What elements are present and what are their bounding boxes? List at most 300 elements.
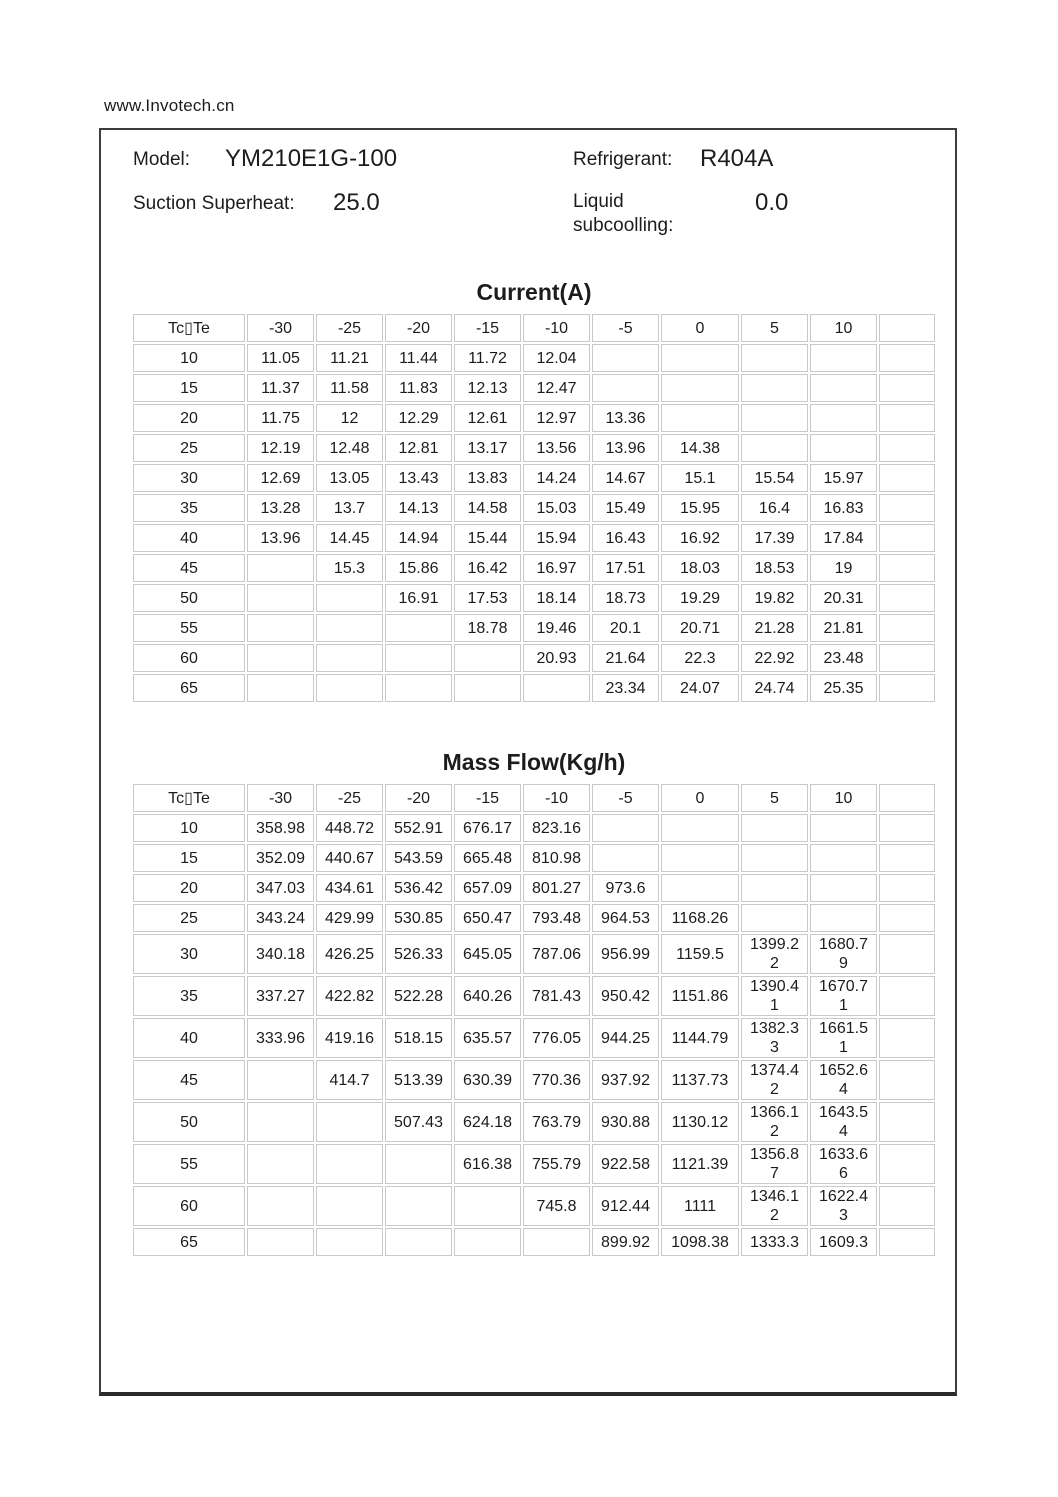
table-cell	[879, 464, 935, 492]
column-header: -25	[316, 314, 383, 342]
row-header: 40	[133, 1018, 245, 1058]
table-cell	[661, 844, 739, 872]
table-cell: 657.09	[454, 874, 521, 902]
table-cell: 12.69	[247, 464, 314, 492]
table-cell: 17.84	[810, 524, 877, 552]
table-cell	[810, 404, 877, 432]
table-cell: 1098.38	[661, 1228, 739, 1256]
table-cell	[810, 344, 877, 372]
column-header: 5	[741, 784, 808, 812]
column-header: -5	[592, 784, 659, 812]
table-row	[133, 1144, 935, 1184]
table-cell: 23.48	[810, 644, 877, 672]
table-cell: 14.13	[385, 494, 452, 522]
mass-flow-table-title: Mass Flow(Kg/h)	[442, 749, 626, 775]
table-cell: 12.48	[316, 434, 383, 462]
refrigerant-label: Refrigerant:	[573, 149, 673, 170]
table-cell: 793.48	[523, 904, 590, 932]
table-cell: 507.43	[385, 1102, 452, 1142]
table-row	[133, 934, 935, 974]
table-cell	[661, 344, 739, 372]
table-cell	[879, 976, 935, 1016]
table-cell	[523, 674, 590, 702]
table-cell	[879, 1060, 935, 1100]
table-cell: 616.38	[454, 1144, 521, 1184]
model-label: Model:	[133, 149, 191, 170]
table-cell: 1622.43	[810, 1186, 877, 1226]
table-cell: 340.18	[247, 934, 314, 974]
column-header: -20	[385, 314, 452, 342]
table-cell	[454, 1186, 521, 1226]
table-cell: 13.7	[316, 494, 383, 522]
table-row	[133, 464, 935, 492]
table-cell: 19.29	[661, 584, 739, 612]
table-cell	[879, 644, 935, 672]
table-cell	[810, 814, 877, 842]
table-cell: 1390.41	[741, 976, 808, 1016]
mass-flow-block	[131, 748, 937, 1258]
column-header: -30	[247, 314, 314, 342]
table-cell: 1382.33	[741, 1018, 808, 1058]
table-cell: 15.95	[661, 494, 739, 522]
row-header: 35	[133, 976, 245, 1016]
table-cell: 13.96	[592, 434, 659, 462]
table-row	[133, 344, 935, 372]
table-cell	[741, 344, 808, 372]
table-cell: 11.72	[454, 344, 521, 372]
table-cell: 14.94	[385, 524, 452, 552]
table-cell: 801.27	[523, 874, 590, 902]
table-cell	[741, 404, 808, 432]
suction-superheat-value: 25.0	[333, 189, 380, 216]
table-cell	[879, 1144, 935, 1184]
table-cell	[879, 554, 935, 582]
table-row	[133, 1186, 935, 1226]
table-cell: 15.49	[592, 494, 659, 522]
table-cell: 337.27	[247, 976, 314, 1016]
table-cell	[879, 814, 935, 842]
table-cell: 24.07	[661, 674, 739, 702]
table-cell	[247, 1102, 314, 1142]
table-cell: 448.72	[316, 814, 383, 842]
table-cell: 1652.64	[810, 1060, 877, 1100]
table-cell: 15.86	[385, 554, 452, 582]
table-cell: 18.53	[741, 554, 808, 582]
table-cell: 13.43	[385, 464, 452, 492]
table-cell: 21.81	[810, 614, 877, 642]
table-cell: 14.67	[592, 464, 659, 492]
table-cell: 12.19	[247, 434, 314, 462]
column-header: -15	[454, 314, 521, 342]
table-cell: 14.38	[661, 434, 739, 462]
column-header: -10	[523, 784, 590, 812]
table-cell: 552.91	[385, 814, 452, 842]
row-header: 40	[133, 524, 245, 552]
table-cell: 1374.42	[741, 1060, 808, 1100]
table-row	[133, 976, 935, 1016]
table-cell: 22.92	[741, 644, 808, 672]
table-cell: 11.83	[385, 374, 452, 402]
table-row	[133, 434, 935, 462]
table-cell	[661, 374, 739, 402]
table-cell: 1151.86	[661, 976, 739, 1016]
table-cell	[810, 844, 877, 872]
table-cell: 11.58	[316, 374, 383, 402]
row-header: 25	[133, 904, 245, 932]
table-cell	[879, 934, 935, 974]
table-cell: 11.05	[247, 344, 314, 372]
table-row	[133, 844, 935, 872]
table-cell: 347.03	[247, 874, 314, 902]
column-header: -10	[523, 314, 590, 342]
table-cell	[879, 1186, 935, 1226]
table-cell	[810, 434, 877, 462]
table-cell: 1399.22	[741, 934, 808, 974]
table-cell: 1130.12	[661, 1102, 739, 1142]
table-cell: 899.92	[592, 1228, 659, 1256]
table-cell: 13.36	[592, 404, 659, 432]
table-cell: 745.8	[523, 1186, 590, 1226]
row-header: 50	[133, 584, 245, 612]
table-cell	[741, 874, 808, 902]
table-cell	[316, 1228, 383, 1256]
header-row	[133, 314, 935, 342]
table-cell	[454, 1228, 521, 1256]
table-cell: 13.17	[454, 434, 521, 462]
table-cell: 22.3	[661, 644, 739, 672]
table-cell: 15.94	[523, 524, 590, 552]
table-cell: 513.39	[385, 1060, 452, 1100]
table-cell: 358.98	[247, 814, 314, 842]
table-cell: 518.15	[385, 1018, 452, 1058]
table-cell	[879, 1228, 935, 1256]
liquid-subcooling-label: Liquid subcoolling:	[573, 191, 674, 236]
table-cell: 1346.12	[741, 1186, 808, 1226]
table-row	[133, 904, 935, 932]
table-cell: 429.99	[316, 904, 383, 932]
corner-header: Tc▯Te	[133, 784, 245, 812]
table-cell: 763.79	[523, 1102, 590, 1142]
table-cell	[810, 874, 877, 902]
table-row	[133, 1228, 935, 1256]
table-cell: 930.88	[592, 1102, 659, 1142]
table-cell: 23.34	[592, 674, 659, 702]
table-row	[133, 874, 935, 902]
table-cell: 665.48	[454, 844, 521, 872]
table-row	[133, 1018, 935, 1058]
table-cell: 21.64	[592, 644, 659, 672]
table-cell: 810.98	[523, 844, 590, 872]
table-cell: 14.58	[454, 494, 521, 522]
table-cell: 15.3	[316, 554, 383, 582]
row-header: 15	[133, 844, 245, 872]
table-cell: 1144.79	[661, 1018, 739, 1058]
table-cell: 922.58	[592, 1144, 659, 1184]
row-header: 45	[133, 554, 245, 582]
row-header: 55	[133, 1144, 245, 1184]
table-cell	[592, 814, 659, 842]
table-cell: 12.29	[385, 404, 452, 432]
table-cell: 11.37	[247, 374, 314, 402]
table-cell: 352.09	[247, 844, 314, 872]
mass-flow-table	[131, 782, 937, 1258]
table-cell	[741, 904, 808, 932]
table-cell	[316, 584, 383, 612]
table-cell: 13.05	[316, 464, 383, 492]
liquid-subcooling-value: 0.0	[755, 189, 789, 216]
table-cell	[385, 674, 452, 702]
table-cell: 1633.66	[810, 1144, 877, 1184]
table-cell: 20.1	[592, 614, 659, 642]
table-row	[133, 524, 935, 552]
table-cell	[454, 644, 521, 672]
table-cell: 21.28	[741, 614, 808, 642]
table-cell: 13.28	[247, 494, 314, 522]
table-cell: 635.57	[454, 1018, 521, 1058]
table-cell: 956.99	[592, 934, 659, 974]
table-cell	[879, 374, 935, 402]
table-cell: 16.83	[810, 494, 877, 522]
table-cell: 1680.79	[810, 934, 877, 974]
column-header: 0	[661, 314, 739, 342]
refrigerant-value: R404A	[700, 145, 774, 172]
table-cell: 11.21	[316, 344, 383, 372]
table-cell: 543.59	[385, 844, 452, 872]
corner-header: Tc▯Te	[133, 314, 245, 342]
table-cell	[385, 1186, 452, 1226]
table-cell	[454, 674, 521, 702]
table-cell: 15.1	[661, 464, 739, 492]
row-header: 10	[133, 344, 245, 372]
row-header: 60	[133, 644, 245, 672]
table-cell	[592, 344, 659, 372]
table-cell	[741, 844, 808, 872]
table-cell: 823.16	[523, 814, 590, 842]
table-row	[133, 614, 935, 642]
table-cell	[247, 1186, 314, 1226]
table-cell	[879, 344, 935, 372]
table-cell: 624.18	[454, 1102, 521, 1142]
table-cell: 16.97	[523, 554, 590, 582]
row-header: 45	[133, 1060, 245, 1100]
table-cell: 343.24	[247, 904, 314, 932]
table-cell: 17.39	[741, 524, 808, 552]
table-row	[133, 644, 935, 672]
column-header	[879, 314, 935, 342]
table-cell: 650.47	[454, 904, 521, 932]
table-cell: 950.42	[592, 976, 659, 1016]
table-cell: 1111	[661, 1186, 739, 1226]
column-header: 5	[741, 314, 808, 342]
table-cell	[879, 434, 935, 462]
table-cell: 422.82	[316, 976, 383, 1016]
row-header: 65	[133, 674, 245, 702]
table-cell: 12	[316, 404, 383, 432]
table-cell	[879, 874, 935, 902]
table-cell	[879, 904, 935, 932]
table-cell: 12.47	[523, 374, 590, 402]
table-row	[133, 584, 935, 612]
table-cell: 18.78	[454, 614, 521, 642]
table-cell	[385, 1228, 452, 1256]
row-header: 60	[133, 1186, 245, 1226]
suction-superheat-label: Suction Superheat:	[133, 193, 295, 214]
column-header: -30	[247, 784, 314, 812]
table-cell: 16.92	[661, 524, 739, 552]
table-cell: 776.05	[523, 1018, 590, 1058]
row-header: 15	[133, 374, 245, 402]
table-cell	[247, 1144, 314, 1184]
column-header: 0	[661, 784, 739, 812]
table-cell: 13.56	[523, 434, 590, 462]
column-header: -5	[592, 314, 659, 342]
table-cell: 15.44	[454, 524, 521, 552]
table-cell: 1168.26	[661, 904, 739, 932]
table-cell	[879, 494, 935, 522]
current-table	[131, 312, 937, 704]
table-cell	[592, 374, 659, 402]
model-value: YM210E1G-100	[225, 145, 398, 172]
table-cell: 20.93	[523, 644, 590, 672]
table-row	[133, 1102, 935, 1142]
table-cell: 11.75	[247, 404, 314, 432]
site-url: www.Invotech.cn	[104, 96, 235, 115]
table-cell	[247, 1228, 314, 1256]
table-cell	[247, 584, 314, 612]
table-cell: 12.13	[454, 374, 521, 402]
table-cell: 17.53	[454, 584, 521, 612]
table-cell: 522.28	[385, 976, 452, 1016]
table-cell: 1661.51	[810, 1018, 877, 1058]
table-cell: 25.35	[810, 674, 877, 702]
table-cell	[385, 644, 452, 672]
column-header: -15	[454, 784, 521, 812]
table-cell	[879, 614, 935, 642]
table-cell: 630.39	[454, 1060, 521, 1100]
table-row	[133, 1060, 935, 1100]
table-cell	[316, 1186, 383, 1226]
header-row	[133, 784, 935, 812]
row-header: 30	[133, 934, 245, 974]
table-row	[133, 494, 935, 522]
table-cell: 419.16	[316, 1018, 383, 1058]
table-cell: 19.82	[741, 584, 808, 612]
table-cell	[247, 1060, 314, 1100]
table-row	[133, 404, 935, 432]
table-cell	[661, 404, 739, 432]
column-header: -25	[316, 784, 383, 812]
table-cell	[661, 874, 739, 902]
table-row	[133, 814, 935, 842]
table-cell: 964.53	[592, 904, 659, 932]
table-cell: 1670.71	[810, 976, 877, 1016]
table-cell: 530.85	[385, 904, 452, 932]
table-cell: 20.31	[810, 584, 877, 612]
table-cell: 645.05	[454, 934, 521, 974]
row-header: 20	[133, 404, 245, 432]
table-cell	[385, 1144, 452, 1184]
table-cell	[879, 844, 935, 872]
table-cell: 414.7	[316, 1060, 383, 1100]
tables-area	[131, 278, 937, 1258]
table-cell: 1121.39	[661, 1144, 739, 1184]
table-cell	[316, 644, 383, 672]
row-header: 55	[133, 614, 245, 642]
table-cell	[247, 614, 314, 642]
table-cell: 20.71	[661, 614, 739, 642]
table-row	[133, 554, 935, 582]
table-cell	[247, 644, 314, 672]
table-cell: 16.43	[592, 524, 659, 552]
column-header: 10	[810, 314, 877, 342]
table-cell: 16.91	[385, 584, 452, 612]
table-cell: 1366.12	[741, 1102, 808, 1142]
table-cell: 12.97	[523, 404, 590, 432]
table-cell	[810, 904, 877, 932]
table-cell	[741, 814, 808, 842]
table-cell	[247, 674, 314, 702]
table-cell	[247, 554, 314, 582]
table-cell: 17.51	[592, 554, 659, 582]
datasheet-frame	[99, 128, 957, 1396]
table-row	[133, 674, 935, 702]
table-cell: 526.33	[385, 934, 452, 974]
table-cell: 14.45	[316, 524, 383, 552]
table-cell: 24.74	[741, 674, 808, 702]
row-header: 30	[133, 464, 245, 492]
table-cell: 536.42	[385, 874, 452, 902]
table-cell: 1137.73	[661, 1060, 739, 1100]
table-cell: 787.06	[523, 934, 590, 974]
table-cell: 13.83	[454, 464, 521, 492]
table-cell: 434.61	[316, 874, 383, 902]
table-cell	[316, 674, 383, 702]
table-cell: 912.44	[592, 1186, 659, 1226]
table-cell	[661, 814, 739, 842]
row-header: 65	[133, 1228, 245, 1256]
table-cell: 18.03	[661, 554, 739, 582]
table-cell: 18.14	[523, 584, 590, 612]
table-row	[133, 374, 935, 402]
table-cell: 770.36	[523, 1060, 590, 1100]
table-cell	[810, 374, 877, 402]
table-cell: 781.43	[523, 976, 590, 1016]
table-cell: 1333.3	[741, 1228, 808, 1256]
table-cell: 1643.54	[810, 1102, 877, 1142]
table-cell	[741, 374, 808, 402]
table-cell: 12.81	[385, 434, 452, 462]
row-header: 25	[133, 434, 245, 462]
current-table-title: Current(A)	[476, 279, 592, 305]
table-cell	[879, 404, 935, 432]
table-cell	[879, 524, 935, 552]
table-cell: 1609.3	[810, 1228, 877, 1256]
table-cell: 16.42	[454, 554, 521, 582]
row-header: 35	[133, 494, 245, 522]
table-cell: 676.17	[454, 814, 521, 842]
table-cell	[879, 674, 935, 702]
column-header: -20	[385, 784, 452, 812]
table-cell: 12.61	[454, 404, 521, 432]
table-cell: 755.79	[523, 1144, 590, 1184]
table-cell: 15.54	[741, 464, 808, 492]
table-cell: 1356.87	[741, 1144, 808, 1184]
table-cell: 11.44	[385, 344, 452, 372]
table-cell	[879, 1102, 935, 1142]
table-cell	[879, 584, 935, 612]
table-cell: 15.97	[810, 464, 877, 492]
table-cell: 15.03	[523, 494, 590, 522]
